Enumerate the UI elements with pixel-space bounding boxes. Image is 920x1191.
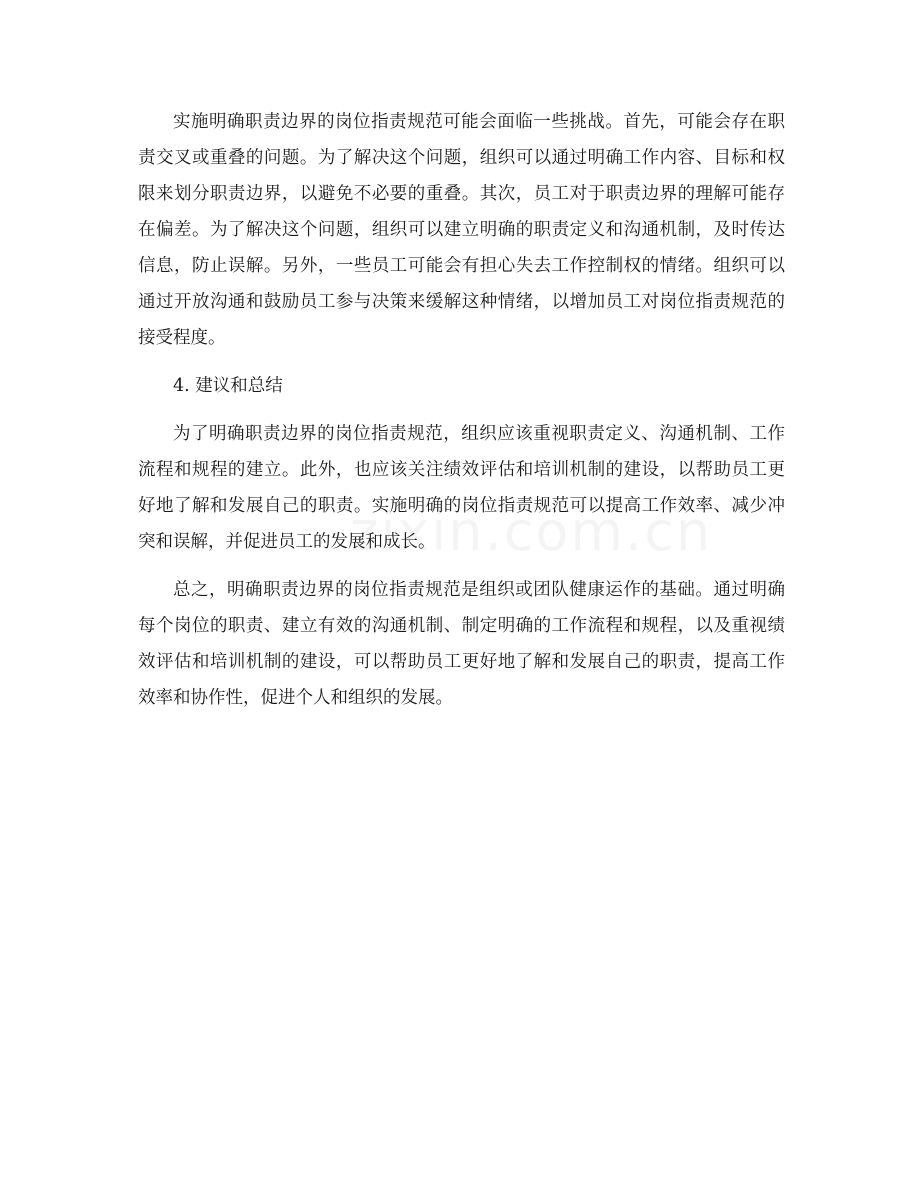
paragraph-challenges: 实施明确职责边界的岗位指责规范可能会面临一些挑战。首先，可能会存在职责交叉或重叠的问题。为了解决这个问题，组织可以通过明确工作内容、目标和权限来划分职责边界，以避免不必要的重叠。其次，员工对于职责边界的理解可能存在偏差。为了解决这个问题，组织可以建立明确的职责定义和沟通机制，及时传达信息，防止误解。另外，一些员工可能会有担心失去工作控制权的情绪。组织可以通过开放沟通和鼓励员工参与决策来缓解这种情绪，以增加员工对岗位指责规范的接受程度。 bbox=[138, 112, 785, 348]
paragraph-conclusion: 总之，明确职责边界的岗位指责规范是组织或团队健康运作的基础。通过明确每个岗位的职责、建立有效的沟通机制、制定明确的工作流程和规程，以及重视绩效评估和培训机制的建设，可以帮助员工更好地了解和发展自己的职责，提高工作效率和协作性，促进个人和组织的发展。 bbox=[138, 580, 785, 708]
paragraph-recommendations: 为了明确职责边界的岗位指责规范，组织应该重视职责定义、沟通机制、工作流程和规程的建立。此外，也应该关注绩效评估和培训机制的建设，以帮助员工更好地了解和发展自己的职责。实施明确的岗位指责规范可以提高工作效率、减少冲突和误解，并促进员工的发展和成长。 bbox=[138, 424, 785, 552]
section-heading: 4. 建议和总结 bbox=[173, 376, 283, 396]
document-body bbox=[138, 104, 785, 716]
